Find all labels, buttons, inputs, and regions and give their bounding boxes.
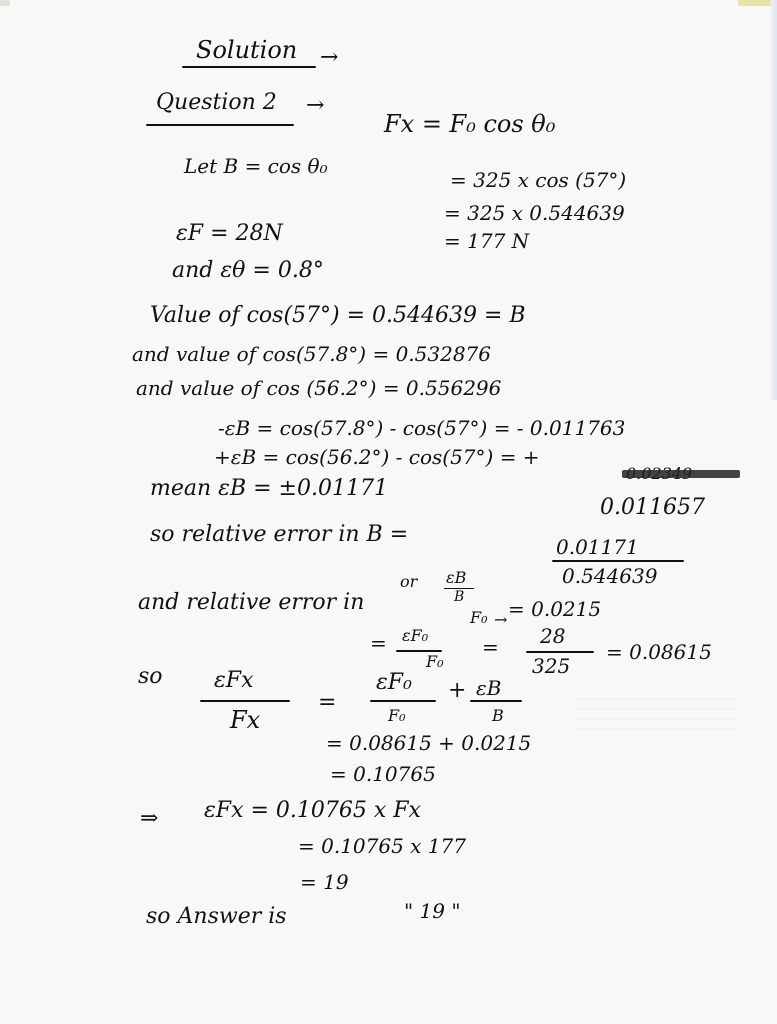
- rel-b-numerator: 0.01171: [556, 535, 639, 559]
- ef0-value: = 0.08615: [606, 640, 712, 664]
- ef0-numerator-3: εF₀: [376, 670, 412, 695]
- ef0-denominator-3: F₀: [388, 706, 406, 725]
- solution-arrow: →: [320, 45, 339, 70]
- bleed-through-text: [575, 690, 735, 780]
- fx-step-1: = 325 x cos (57°): [450, 168, 627, 192]
- fx-step-2: = 325 x 0.544639: [444, 201, 625, 225]
- eb-denominator: B: [492, 706, 504, 725]
- rel-b-fraction-bar: [552, 560, 684, 562]
- fx-formula: Fx = F₀ cos θ₀: [384, 110, 556, 138]
- question-arrow: →: [306, 93, 325, 118]
- efx-line-2: = 0.10765 x 177: [298, 834, 466, 858]
- strike-through: [622, 470, 740, 478]
- ef0-denominator-2: 325: [532, 654, 571, 678]
- page-edge: [771, 0, 777, 400]
- ef0-denominator: F₀: [426, 652, 444, 671]
- ef0-numerator-2: 28: [540, 624, 566, 648]
- solution-heading: Solution: [196, 36, 298, 64]
- rel-b-line: so relative error in B =: [150, 522, 409, 547]
- answer-label: so Answer is: [146, 904, 287, 929]
- efx-line-3: = 19: [300, 870, 349, 894]
- fx-result: = 177 N: [444, 229, 530, 253]
- ef0-equals-2: =: [482, 635, 499, 659]
- ef0-numerator: εF₀: [402, 626, 429, 645]
- eb-fraction-bar: [470, 700, 522, 702]
- ef0-equals: =: [370, 631, 387, 655]
- and-rel-value: = 0.0215: [508, 597, 602, 621]
- value-cos562-line: and value of cos (56.2°) = 0.556296: [136, 376, 502, 400]
- mean-eb-line: mean εB = ±0.01171: [150, 476, 388, 501]
- plus-eb-value: 0.011657: [600, 495, 705, 520]
- so-label: so: [138, 664, 163, 689]
- efx-fraction-bar: [200, 700, 290, 702]
- sum-result-line: = 0.10765: [330, 762, 436, 786]
- and-rel-arrow: →: [494, 610, 508, 629]
- answer-value: " 19 ": [404, 899, 461, 923]
- and-etheta-line: and εθ = 0.8°: [172, 258, 324, 283]
- and-rel-f0: F₀: [470, 608, 488, 627]
- minus-eb-line: -εB = cos(57.8°) - cos(57°) = - 0.011763: [218, 416, 626, 440]
- question-label: Question 2: [156, 90, 277, 115]
- implies-arrow: ⇒: [140, 806, 159, 831]
- efx-equals: =: [318, 690, 337, 715]
- or-eb-denominator: B: [454, 589, 465, 605]
- solution-underline: [182, 66, 316, 68]
- ef-line: εF = 28N: [176, 221, 283, 246]
- eb-numerator: εB: [476, 676, 502, 700]
- and-relative-error-line: and relative error in: [138, 590, 365, 615]
- value-cos578-line: and value of cos(57.8°) = 0.532876: [132, 342, 492, 366]
- efx-denominator: Fx: [230, 706, 261, 734]
- or-label: or: [400, 572, 418, 591]
- ef0-fraction-bar-3: [370, 700, 436, 702]
- let-b-line: Let B = cos θ₀: [184, 154, 328, 178]
- sum-line: = 0.08615 + 0.0215: [326, 731, 532, 755]
- efx-line-1: εFx = 0.10765 x Fx: [204, 798, 421, 823]
- efx-numerator: εFx: [214, 668, 254, 693]
- rel-b-denominator: 0.544639: [562, 564, 658, 588]
- or-eb-numerator: εB: [446, 568, 467, 587]
- plus-eb-line: +εB = cos(56.2°) - cos(57°) = +: [214, 445, 540, 469]
- plus-sign: +: [448, 678, 467, 703]
- ef0-fraction-bar-2: [526, 651, 594, 653]
- question-underline: [146, 124, 294, 126]
- value-cos57-line: Value of cos(57°) = 0.544639 = B: [150, 303, 526, 328]
- page-corner-shadow: [0, 0, 10, 6]
